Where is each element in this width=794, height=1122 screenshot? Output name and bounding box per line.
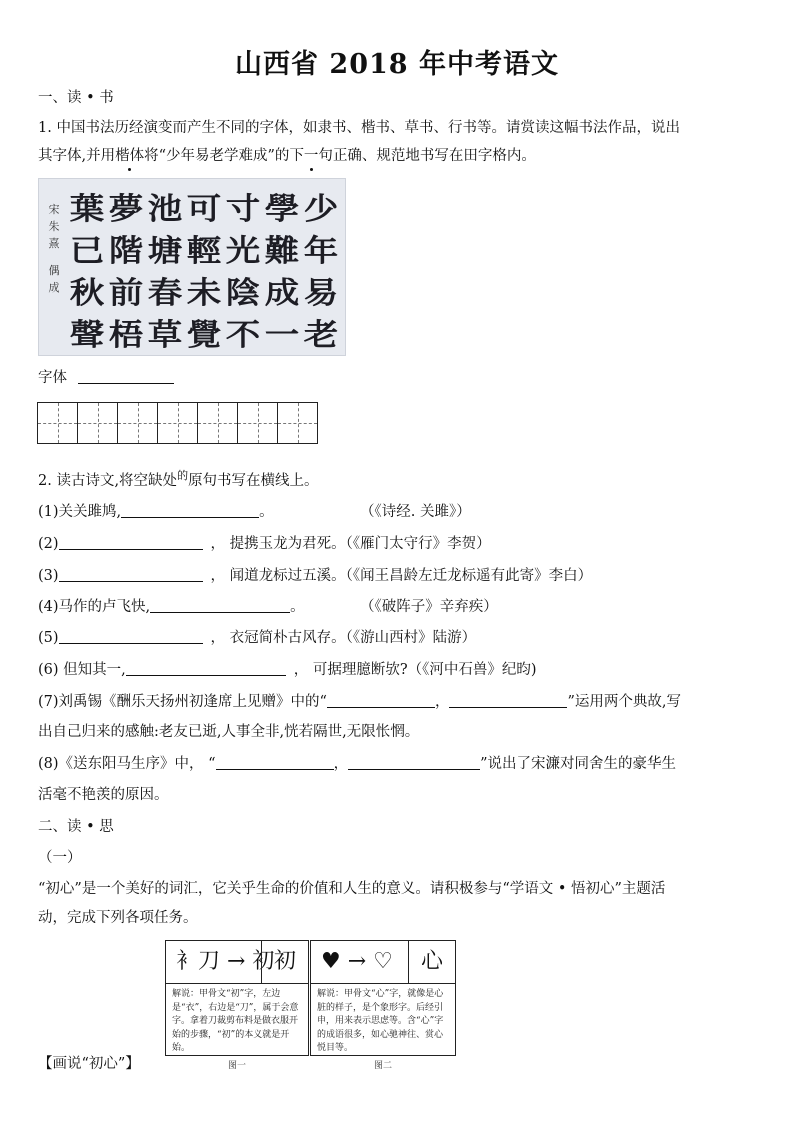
figure-xin-char: 心 [408, 941, 455, 983]
poem-blank[interactable] [126, 661, 286, 676]
callig-char: 草 [147, 318, 183, 353]
callig-char: 春 [147, 276, 183, 311]
q2-intro-b: 原句书写在横线上。 [188, 472, 319, 489]
poem-item-7 [38, 692, 681, 712]
poem-blank[interactable] [59, 535, 203, 550]
poem-item-post: ， 衣冠简朴古风存。（《游山西村》陆游） [210, 630, 477, 646]
callig-char: 光 [225, 234, 261, 269]
callig-char: 已 [69, 234, 105, 269]
callig-char: 一 [264, 318, 300, 353]
item7-text-b: ”运用两个典故,写 [567, 694, 681, 710]
poem-item-pre: (1)关关雎鸠, [38, 504, 122, 520]
page-title: 山西省 2018 年中考语文 [235, 49, 559, 80]
q1-line2-part-b: 将“少年易老学难成”的 [144, 148, 290, 164]
item8-sep: ， [333, 756, 349, 772]
poem-item [38, 628, 476, 648]
tianzige-cell[interactable] [117, 402, 158, 444]
q1-text-line2 [38, 146, 536, 166]
section-2-para-line1: “初心”是一个美好的词汇，它关乎生命的价值和人生的意义。请积极参与“学语文 • 悟初心”主题活 [38, 881, 666, 897]
poem-blank[interactable] [59, 629, 203, 644]
poem-item-post: ， 闻道龙标过五溪。（《闻王昌龄左迁龙标遥有此寄》李白） [210, 568, 593, 584]
callig-char: 輕 [186, 234, 222, 269]
figure-chu-note: 解说：甲骨文“初”字，左边是“衣”，右边是“刀”，属于会意字。拿着刀裁剪布料是做衣服开始的步骤，“初”的本义就是开始。 [172, 989, 299, 1053]
q1-text-line1: 1. 中国书法历经演变而产生不同的字体，如隶书、楷书、草书、行书等。请赏读这幅书法作品，说出 [38, 120, 680, 136]
figure-xin-header [311, 941, 455, 984]
poem-item-post: ， 可据理臆断欤?（《河中石兽》纪昀) [293, 662, 537, 678]
tianzige-cell[interactable] [157, 402, 198, 444]
callig-char: 葉 [69, 192, 105, 227]
font-answer-row [38, 368, 174, 388]
poem-item-pre: (3) [38, 568, 59, 584]
callig-char: 老 [303, 318, 339, 353]
poem-item [38, 534, 491, 554]
sig-char: 偶 [48, 264, 60, 277]
calligraphy-column [108, 189, 144, 356]
callig-char: 年 [303, 234, 339, 269]
callig-char: 梧 [108, 318, 144, 353]
dotted-text: 楷体 [115, 148, 145, 164]
figure-xin-note: 解说：甲骨文“心”字，就像是心脏的样子，是个象形字。后经引申，用来表示思虑等。含“心”字的成语很多，如心驰神往、赏心悦目等。 [317, 989, 444, 1053]
sig-char: 朱 [48, 220, 60, 233]
poem-item [38, 597, 305, 617]
tianzige-cell[interactable] [237, 402, 278, 444]
item8-text-a: (8)《送东阳马生序》中， “ [38, 756, 216, 772]
calligraphy-column [303, 189, 339, 356]
poem-source: （《诗经. 关雎》） [360, 504, 471, 520]
callig-char: 夢 [108, 192, 144, 227]
tianzige-cell[interactable] [197, 402, 238, 444]
calligraphy-image [38, 178, 346, 356]
poem-item-post: 。 [259, 504, 274, 520]
poem-blank[interactable] [121, 503, 259, 518]
calligraphy-signature [45, 201, 63, 296]
callig-char: 秋 [69, 276, 105, 311]
poem-item-8 [38, 754, 676, 774]
q1-dotted-kaiti [115, 148, 144, 164]
callig-char: 難 [264, 234, 300, 269]
poem-blank[interactable] [449, 693, 567, 708]
callig-char: 寸 [225, 192, 261, 227]
callig-char: 陰 [225, 276, 261, 311]
task-label: 【画说“初心”】 [38, 1056, 140, 1072]
tianzige-grid[interactable] [38, 402, 318, 444]
tianzige-cell[interactable] [277, 402, 318, 444]
poem-blank[interactable] [59, 567, 203, 582]
poem-item-post: ， 提携玉龙为君死。（《雁门太守行》李贺） [210, 536, 491, 552]
item7-line2: 出自己归来的感触:老友已逝,人事全非,恍若隔世,无限怅惘。 [38, 724, 420, 740]
tianzige-cell[interactable] [77, 402, 118, 444]
poem-item [38, 502, 274, 522]
poem-item [38, 660, 537, 680]
calligraphy-column [147, 189, 183, 356]
font-answer-blank[interactable] [78, 369, 174, 384]
poem-item-pre: (4)马作的卢飞快, [38, 599, 151, 615]
callig-char: 池 [147, 192, 183, 227]
q2-intro-a: 2. 读古诗文,将空缺处 [38, 472, 178, 489]
poem-item-pre: (5) [38, 630, 59, 646]
poem-item-post: 。 [290, 599, 305, 615]
callig-char: 聲 [69, 318, 105, 353]
section-1-heading: 一、读 • 书 [38, 90, 114, 106]
callig-char: 塘 [147, 234, 183, 269]
poem-blank[interactable] [150, 598, 290, 613]
callig-char: 成 [264, 276, 300, 311]
section-2-para-line2: 动，完成下列各项任务。 [38, 910, 198, 926]
calligraphy-column [264, 189, 300, 356]
q1-line2-part-c: 正确、规范地书写在田字格内。 [332, 148, 536, 164]
calligraphy-column [186, 189, 222, 356]
callig-char: 前 [108, 276, 144, 311]
q1-line2-part-a: 其字体,并用 [38, 148, 116, 164]
poem-item [38, 566, 592, 586]
poem-item-pre: (2) [38, 536, 59, 552]
poem-blank[interactable] [216, 755, 334, 770]
sig-char: 熹 [48, 237, 60, 250]
poem-blank[interactable] [348, 755, 480, 770]
figure-chu [165, 940, 309, 1056]
q2-intro-sup: 的 [177, 469, 189, 482]
figure-chu-header [166, 941, 308, 984]
figure-chu-char: 初 [261, 941, 308, 983]
poem-item-pre: (6) 但知其一, [38, 662, 126, 678]
sig-char: 宋 [48, 203, 60, 216]
figure-1-caption: 图一 [228, 1061, 247, 1071]
oracle-bone-xin-icon: ♥ → ♡ [321, 949, 393, 974]
figure-2-caption: 图二 [374, 1061, 393, 1071]
item8-text-b: ”说出了宋濂对同舍生的豪华生 [480, 756, 676, 772]
section-2-subheading: （一） [38, 850, 82, 866]
item7-text-a: (7)刘禹锡《酬乐天扬州初逢席上见赠》中的“ [38, 694, 327, 710]
callig-char: 少 [303, 192, 339, 227]
callig-char: 覺 [186, 318, 222, 353]
poem-blank[interactable] [327, 693, 435, 708]
callig-char: 階 [108, 234, 144, 269]
item7-sep: ， [434, 694, 450, 710]
poem-source: （《破阵子》辛弃疾） [360, 599, 498, 615]
calligraphy-column [69, 189, 105, 356]
sig-char: 成 [48, 281, 60, 294]
callig-char: 不 [225, 318, 261, 353]
callig-char: 未 [186, 276, 222, 311]
oracle-bone-chu-icon: 衤刀 → 初 [176, 949, 275, 974]
font-answer-label: 字体 [38, 370, 67, 386]
item8-line2: 活毫不艳羡的原因。 [38, 787, 169, 803]
callig-char: 易 [303, 276, 339, 311]
section-2-heading: 二、读 • 思 [38, 819, 114, 835]
tianzige-cell[interactable] [37, 402, 78, 444]
figure-xin [310, 940, 456, 1056]
q2-intro [38, 466, 319, 491]
callig-char: 學 [264, 192, 300, 227]
dotted-text-next-line: 下一句 [289, 148, 333, 164]
callig-char: 可 [186, 192, 222, 227]
calligraphy-column [225, 189, 261, 356]
